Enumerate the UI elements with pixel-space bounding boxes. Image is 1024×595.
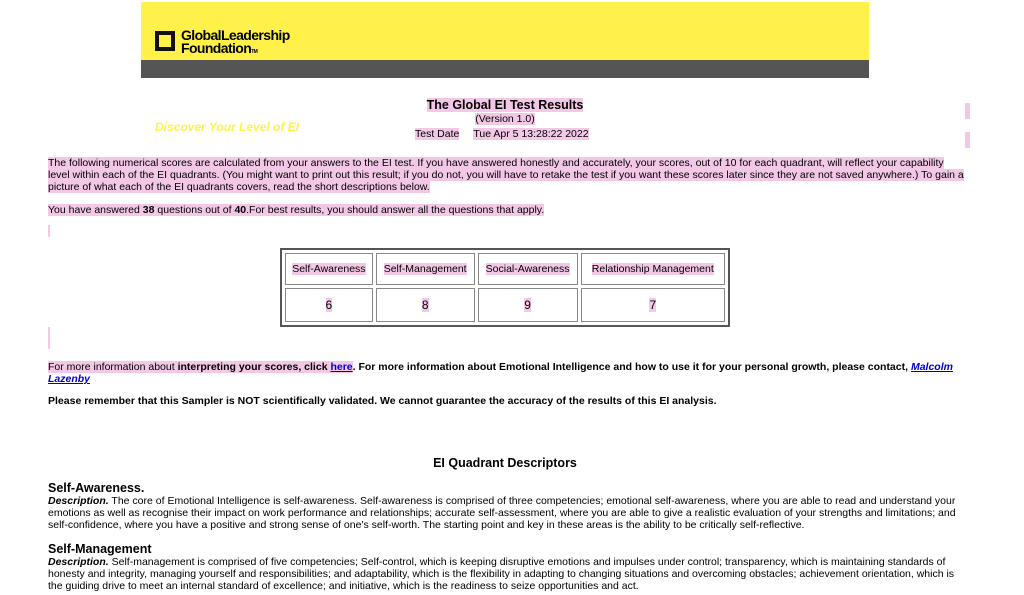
score-self-management: 8 xyxy=(376,288,475,322)
answered-count: 38 xyxy=(142,204,155,216)
logo-trademark: TM xyxy=(251,49,258,55)
highlight-marker xyxy=(965,132,970,148)
test-date-value: Tue Apr 5 13:28:22 2022 xyxy=(473,128,589,140)
logo-text-line1: GlobalLeadership xyxy=(181,27,290,43)
scores-table xyxy=(280,248,730,327)
scores-value-row xyxy=(285,288,725,322)
section-title-self-awareness: Self-Awareness. xyxy=(48,481,145,495)
header-relationship-management: Relationship Management xyxy=(581,253,725,285)
highlight-marker xyxy=(965,103,970,119)
banner-yellow-area xyxy=(141,2,869,60)
here-link[interactable]: here xyxy=(330,361,353,373)
intro-paragraph: The following numerical scores are calculated from your answers to the EI test. If you have answered honestly and accurately, your scores, out of 10 for each quadrant, will reflect your capability level within each of the EI quadrants. (You might want to print out this result; if you do not, you will have to retake the test if you want these scores later since they are not saved anywhere.) To gain a picture of what each of the EI quadrants covers, read the short descriptions below. xyxy=(48,157,964,193)
scores-header-row xyxy=(285,253,725,285)
logo-text-line2: FoundationTM xyxy=(181,40,258,56)
test-date-row xyxy=(415,128,589,140)
disclaimer-text: Please remember that this Sampler is NOT scientifically validated. We cannot guarantee the accuracy of the results of this EI analysis. xyxy=(48,395,717,407)
header-self-awareness: Self-Awareness xyxy=(285,253,373,285)
contact-link[interactable]: Malcolm Lazenby xyxy=(48,361,953,385)
answered-summary: You have answered 38 questions out of 40.For best results, you should answer all the questions that apply. xyxy=(48,204,545,216)
logo-square-icon xyxy=(155,31,175,51)
score-relationship-management: 7 xyxy=(581,288,725,322)
section-text-self-management: Description. Self-management is comprised of five competencies; Self-control, which is keeping disruptive emotions and impulses under control; transparency, which is maintaining standards of honesty and integrity, managing yourself and responsibilities; and adaptability, which is the flexibility in adapting to changing situations and overcoming obstacles; achievement orientation, which is the guiding drive to meet an internal standard of excellence; and initiative, which is the readiness to seize opportunities and act. xyxy=(48,556,955,592)
tagline: Discover Your Level of EI xyxy=(155,120,300,134)
highlight-marker xyxy=(48,225,50,237)
highlight-marker xyxy=(48,327,50,349)
score-self-awareness: 6 xyxy=(285,288,373,322)
version-label: (Version 1.0) xyxy=(475,113,535,125)
section-text-self-awareness: Description. The core of Emotional Intelligence is self-awareness. Self-awareness is comprised of three competencies; emotional self-awareness, where you are able to read and understand your emotions as well as recognise their impact on work performance and relationships; accurate self-assessment, where you are able to give a realistic evaluation of your strengths and limitations; and self-confidence, where you have a positive and strong sense of one's self-worth. The starting point and key in these areas is the ability to be critically self-reflective. xyxy=(48,495,956,531)
header-social-awareness: Social-Awareness xyxy=(478,253,578,285)
more-info-paragraph: For more information about interpreting your scores, click here. For more information about Emotional Intelligence and how to use it for your personal growth, please contact, Malcolm Lazenby xyxy=(48,361,953,385)
score-social-awareness: 9 xyxy=(478,288,578,322)
answered-total: 40 xyxy=(234,204,247,216)
results-title: The Global EI Test Results xyxy=(426,98,584,112)
section-title-self-management: Self-Management xyxy=(48,542,152,556)
header-self-management: Self-Management xyxy=(376,253,475,285)
descriptors-title: EI Quadrant Descriptors xyxy=(433,456,577,470)
test-date-label: Test Date xyxy=(415,128,460,140)
